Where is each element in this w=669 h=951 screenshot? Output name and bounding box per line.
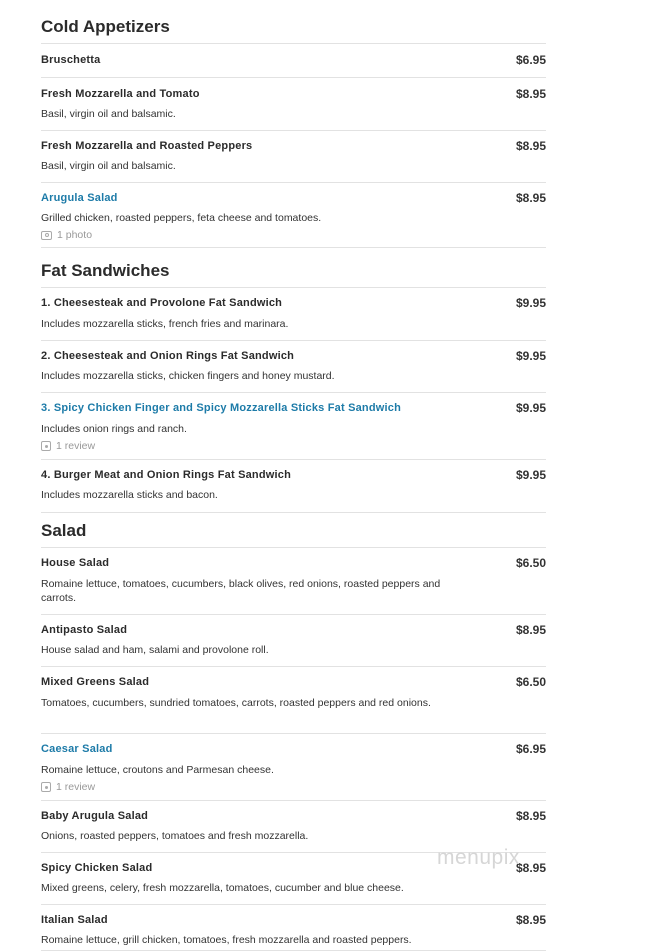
menu-item-description: Includes mozzarella sticks, french fries and marinara.: [41, 318, 289, 330]
menu-item-price: $9.95: [515, 349, 546, 363]
section-title: Cold Appetizers: [41, 17, 546, 44]
menu-item: [41, 288, 546, 341]
menu-item-price: $9.95: [515, 401, 546, 415]
menu-item: [41, 44, 546, 78]
menu-item-description: Mixed greens, celery, fresh mozzarella, tomatoes, cucumber and blue cheese.: [41, 882, 404, 894]
camera-icon: [41, 231, 52, 240]
menu-item-price: $8.95: [515, 913, 546, 927]
menu-item: [41, 78, 546, 131]
review-icon: [41, 782, 51, 792]
menu-item[interactable]: [41, 734, 546, 801]
menu-item-price: $8.95: [515, 87, 546, 101]
menu-item-name: 1. Cheesesteak and Provolone Fat Sandwich: [41, 297, 283, 309]
menu-item: [41, 460, 546, 513]
menu-item-description: Romaine lettuce, grill chicken, tomatoes, fresh mozzarella and roasted peppers.: [41, 934, 412, 946]
menu-item-description: Includes onion rings and ranch.: [41, 423, 187, 435]
menu-item-description: Romaine lettuce, croutons and Parmesan cheese.: [41, 764, 274, 776]
menu-item-price: $6.95: [515, 742, 546, 756]
menu-item-name: Italian Salad: [41, 914, 108, 926]
menu-item-name: Antipasto Salad: [41, 624, 128, 636]
menu-item-name: Baby Arugula Salad: [41, 810, 149, 822]
reviews-link[interactable]: [41, 440, 95, 452]
watermark: menupix: [437, 846, 520, 869]
menu-item-name: Spicy Chicken Salad: [41, 862, 153, 874]
meta-label[interactable]: 1 photo: [57, 229, 93, 241]
menu-item-description: Tomatoes, cucumbers, sundried tomatoes, carrots, roasted peppers and red onions.: [41, 697, 431, 709]
menu-item-price: $6.50: [515, 556, 546, 570]
menu-item: [41, 667, 546, 734]
menu-section: [41, 521, 546, 951]
menu-item: [41, 615, 546, 667]
section-title: Salad: [41, 521, 546, 548]
menu-item: [41, 341, 546, 393]
menu-item: [41, 548, 546, 615]
menu-item[interactable]: [41, 183, 546, 248]
menu-item-description: Onions, roasted peppers, tomatoes and fresh mozzarella.: [41, 830, 309, 842]
review-icon: [41, 441, 51, 451]
menu-item-price: $9.95: [515, 296, 546, 310]
menu-item-price: $8.95: [515, 861, 546, 875]
menu-item-description: House salad and ham, salami and provolone roll.: [41, 644, 269, 656]
menu-section: [41, 17, 546, 248]
menu-item-description: Basil, virgin oil and balsamic.: [41, 108, 176, 120]
menu-item-description: Romaine lettuce, tomatoes, cucumbers, black olives, red onions, roasted peppers and carrots.: [41, 578, 441, 604]
menu-item-link[interactable]: 3. Spicy Chicken Finger and Spicy Mozzarella Sticks Fat Sandwich: [41, 402, 402, 414]
menu-item-name: Mixed Greens Salad: [41, 676, 150, 688]
menu-item-description: Grilled chicken, roasted peppers, feta cheese and tomatoes.: [41, 212, 322, 224]
menu-item-price: $8.95: [515, 191, 546, 205]
menu-item-price: $9.95: [515, 468, 546, 482]
menu-item-description: Includes mozzarella sticks, chicken fingers and honey mustard.: [41, 370, 335, 382]
meta-label[interactable]: 1 review: [56, 440, 96, 452]
reviews-link[interactable]: [41, 781, 95, 793]
menu-item-price: $8.95: [515, 139, 546, 153]
meta-label[interactable]: 1 review: [56, 781, 96, 793]
menu-section: [41, 261, 546, 513]
menu-item-name: Fresh Mozzarella and Roasted Peppers: [41, 140, 253, 152]
menu-item-price: $6.95: [515, 53, 546, 67]
menu-item-description: Basil, virgin oil and balsamic.: [41, 160, 176, 172]
menu-item[interactable]: [41, 393, 546, 460]
menu-item-name: 4. Burger Meat and Onion Rings Fat Sandwich: [41, 469, 292, 481]
photos-link[interactable]: [41, 229, 92, 241]
menu-item-price: $8.95: [515, 623, 546, 637]
menu-item-name: House Salad: [41, 557, 110, 569]
menu-item-name: Bruschetta: [41, 54, 101, 66]
menu-item-price: $6.50: [515, 675, 546, 689]
section-title: Fat Sandwiches: [41, 261, 546, 288]
menu-item-link[interactable]: Arugula Salad: [41, 192, 118, 204]
menu-item: [41, 905, 546, 951]
menu-item-name: 2. Cheesesteak and Onion Rings Fat Sandwich: [41, 350, 295, 362]
menu-item-price: $8.95: [515, 809, 546, 823]
menu-item-link[interactable]: Caesar Salad: [41, 743, 113, 755]
menu-item-name: Fresh Mozzarella and Tomato: [41, 88, 200, 100]
menu-item: [41, 131, 546, 183]
menu-item-description: Includes mozzarella sticks and bacon.: [41, 489, 218, 501]
